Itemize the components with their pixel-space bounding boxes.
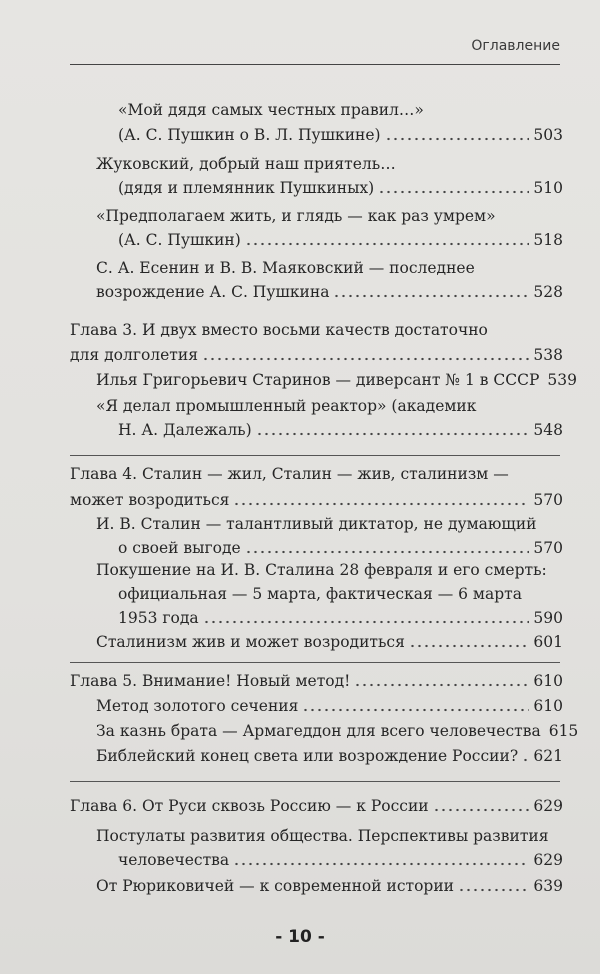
toc-entry-line: «Я делал промышленный реактор» (академик	[96, 397, 477, 415]
toc-page-number: 590	[533, 609, 563, 627]
chapter-heading-line: Глава 4. Сталин — жил, Сталин — жив, сталинизм —	[70, 465, 509, 483]
chapter-heading-line: Глава 3. И двух вместо восьми качеств достаточно	[70, 321, 488, 339]
toc-page-number: 510	[533, 179, 563, 197]
chapter-entry[interactable]	[70, 795, 563, 817]
leader-dots	[202, 347, 529, 361]
toc-entry[interactable]	[118, 177, 563, 199]
toc-entry-line: «Мой дядя самых честных правил…»	[118, 101, 424, 119]
toc-entry-title: (дядя и племянник Пушкиных)	[118, 179, 375, 197]
toc-entry-line: официальная — 5 марта, фактическая — 6 марта	[118, 585, 522, 603]
toc-entry[interactable]	[118, 124, 563, 146]
toc-entry[interactable]	[96, 875, 563, 897]
toc-entry[interactable]	[118, 229, 563, 251]
toc-entry-title: Илья Григорьевич Старинов — диверсант № 1 в СССР	[96, 371, 540, 389]
leader-dots	[354, 673, 529, 687]
chapter-entry[interactable]	[70, 489, 563, 511]
toc-entry[interactable]	[118, 849, 563, 871]
toc-entry[interactable]	[96, 695, 563, 717]
toc-entry-title: (А. С. Пушкин)	[118, 231, 241, 249]
chapter-title: может возродиться	[70, 491, 230, 509]
chapter-entry[interactable]	[70, 344, 563, 366]
toc-entry-title: Сталинизм жив и может возродиться	[96, 633, 405, 651]
toc-entry-line: «Предполагаем жить, и глядь — как раз умрем»	[96, 207, 496, 225]
toc-page-number: 610	[533, 672, 563, 690]
toc-entry-line: Покушение на И. В. Сталина 28 февраля и его смерть:	[96, 561, 547, 579]
leader-dots	[409, 634, 530, 648]
leader-dots	[256, 422, 530, 436]
toc-page-number: 528	[533, 283, 563, 301]
toc-entry[interactable]	[96, 631, 563, 653]
leader-dots	[245, 540, 530, 554]
leader-dots	[302, 698, 529, 712]
leader-dots	[458, 878, 529, 892]
toc-page-number: 639	[533, 877, 563, 895]
toc-entry-title: Н. А. Далежаль)	[118, 421, 252, 439]
toc-page-number: 629	[533, 797, 563, 815]
chapter-title: для долголетия	[70, 346, 198, 364]
toc-page-number: 629	[533, 851, 563, 869]
toc-entry-title: Библейский конец света или возрождение России?	[96, 747, 519, 765]
toc-page-number: 518	[533, 231, 563, 249]
toc-entry[interactable]	[118, 419, 563, 441]
leader-dots	[333, 284, 529, 298]
page-number: - 10 -	[275, 927, 325, 947]
leader-dots	[378, 180, 529, 194]
chapter-title: Глава 5. Внимание! Новый метод!	[70, 672, 351, 690]
toc-entry-title: (А. С. Пушкин о В. Л. Пушкине)	[118, 126, 381, 144]
toc-entry-line: Жуковский, добрый наш приятель…	[96, 155, 396, 173]
toc-entry-title: За казнь брата — Армагеддон для всего человечества	[96, 722, 541, 740]
toc-page-number: 539	[547, 371, 578, 389]
toc-entry-title: о своей выгоде	[118, 539, 241, 557]
leader-dots	[433, 798, 530, 812]
toc-entry-title: 1953 года	[118, 609, 199, 627]
section-divider	[70, 455, 560, 456]
toc-page-number: 615	[548, 722, 579, 740]
leader-dots	[522, 748, 529, 762]
chapter-entry[interactable]	[70, 670, 563, 692]
chapter-title: Глава 6. От Руси сквозь Россию — к России	[70, 797, 429, 815]
section-divider	[70, 781, 560, 782]
toc-entry-title: Метод золотого сечения	[96, 697, 299, 715]
toc-entry[interactable]	[118, 537, 563, 559]
leader-dots	[203, 610, 530, 624]
toc-entry[interactable]	[96, 369, 578, 391]
leader-dots	[233, 492, 529, 506]
toc-page-number: 570	[533, 539, 563, 557]
toc-page-number: 621	[533, 747, 563, 765]
toc-entry-title: человечества	[118, 851, 230, 869]
toc-entry[interactable]	[96, 745, 563, 767]
running-header: Оглавление	[471, 38, 560, 54]
toc-entry-title: От Рюриковичей — к современной истории	[96, 877, 454, 895]
toc-page-number: 610	[533, 697, 563, 715]
leader-dots	[233, 852, 529, 866]
toc-page-number: 570	[533, 491, 563, 509]
toc-page-number: 548	[533, 421, 563, 439]
toc-entry-line: С. А. Есенин и В. В. Маяковский — последнее	[96, 259, 475, 277]
toc-page-number: 503	[533, 126, 563, 144]
leader-dots	[245, 232, 530, 246]
toc-entry[interactable]	[96, 720, 579, 742]
toc-entry-title: возрождение А. С. Пушкина	[96, 283, 330, 301]
toc-page-number: 538	[533, 346, 563, 364]
toc-page-number: 601	[533, 633, 563, 651]
toc-entry-line: Постулаты развития общества. Перспективы развития	[96, 827, 549, 845]
header-rule	[70, 64, 560, 65]
toc-entry[interactable]	[118, 607, 563, 629]
leader-dots	[385, 127, 530, 141]
toc-entry-line: И. В. Сталин — талантливый диктатор, не думающий	[96, 515, 537, 533]
section-divider	[70, 662, 560, 663]
toc-entry[interactable]	[96, 281, 563, 303]
